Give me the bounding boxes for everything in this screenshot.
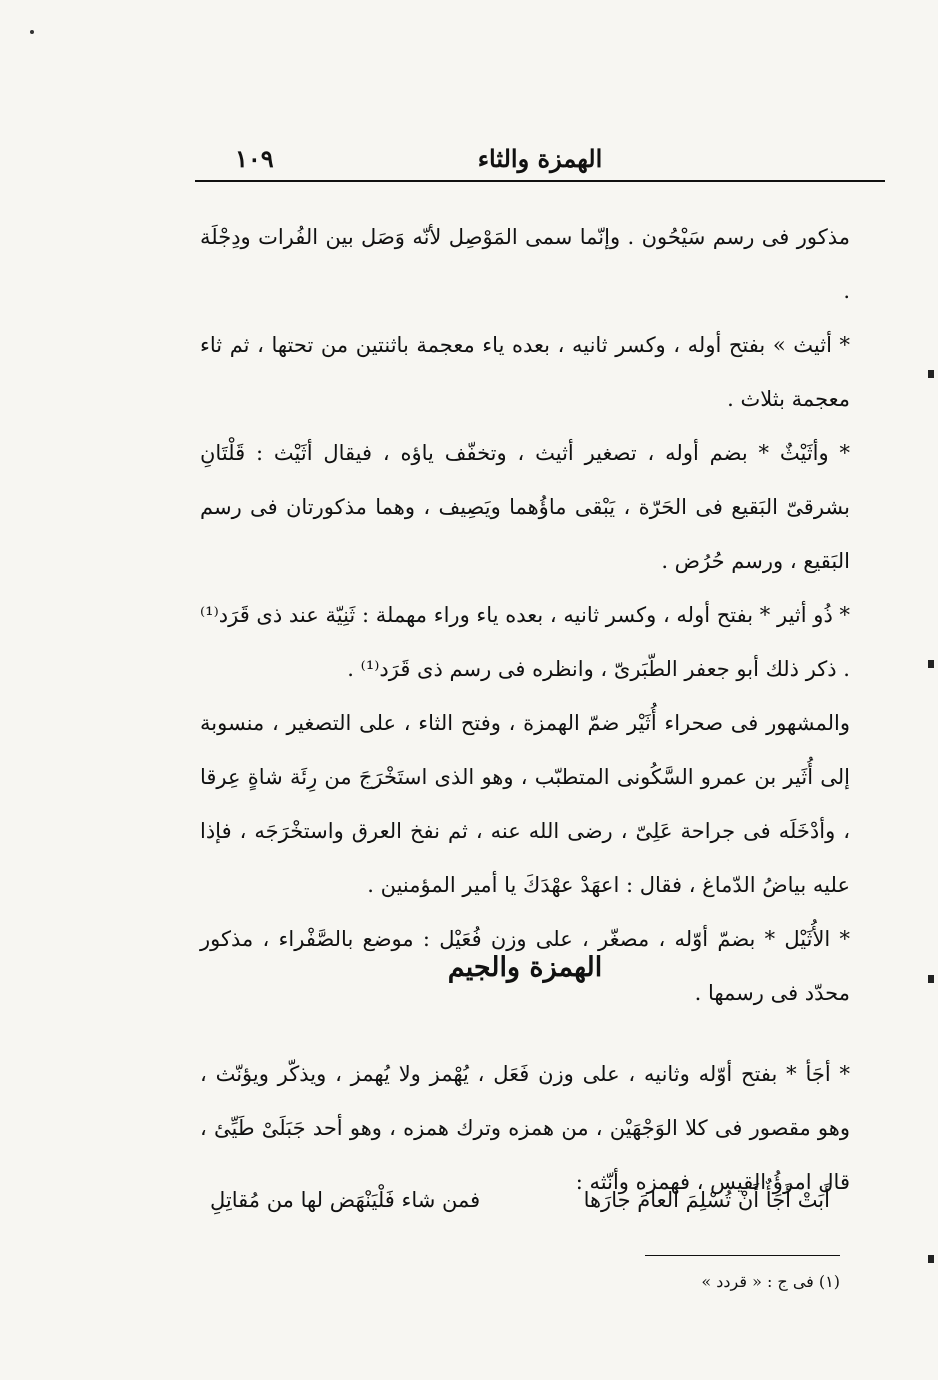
margin-mark [928, 975, 934, 983]
section-heading: الهمزة والجيم [447, 952, 603, 983]
second-hemistich: فمن شاء فَلْيَنْهَض لها من مُقاتِلِ [210, 1188, 481, 1212]
footnote: (١) فى ج : « قردد » [701, 1272, 840, 1291]
first-hemistich: أَبَتْ أَجَأٌ أَنْ تُسْلِمَ العامَ جارَها [583, 1188, 830, 1212]
page-number: ١٠٩ [235, 144, 274, 173]
scan-speck [30, 30, 34, 34]
header-rule [195, 180, 885, 182]
margin-mark [928, 660, 934, 668]
paragraph: * ذُو أثير * بفتح أوله ، وكسر ثانيه ، بعده ياء وراء مهملة : ثَنِيّة عند ذى قَرَد⁽¹⁾ . ذكر ذلك أبو جعفر الطّبَرىّ ، وانظره فى رسم ذى قَرَد⁽¹⁾ . [200, 603, 850, 681]
main-text [200, 210, 850, 1020]
page-header [195, 138, 885, 180]
paragraph: * أجَأ * بفتح أوّله وثانيه ، على وزن فَعَل ، يُهْمز ولا يُهمز ، ويذكّر ويؤنّث ، وهو مقصور فى كلا الوَجْهَيْن ، من همزه وترك همزه ، وهو أحد جَبَلَىْ طَيِّئ ، قال امرؤُ القيس ، فهمزه وأنّثه : [200, 1062, 850, 1194]
paragraph: * الأُثَيْل * بضمّ أوّله ، مصغّر ، على وزن فُعَيْل : موضع بالصَّفْراء ، مذكور محدّد فى رسمها . [200, 927, 850, 1005]
poem-verse [210, 1188, 830, 1228]
margin-mark [928, 370, 934, 378]
running-title: الهمزة والثاء [477, 144, 603, 173]
footnote-rule [645, 1255, 840, 1256]
paragraph: والمشهور فى صحراء أُثَيْر ضمّ الهمزة ، وفتح الثاء ، على التصغير ، منسوبة إلى أُثَير بن عمرو السَّكُونى المتطبّب ، وهو الذى استَخْرَجَ من رِئَة شاةٍ عِرقا ، وأدْخَلَه فى جراحة عَلِىّ ، رضى الله عنه ، ثم نفخ العرق واستخْرَجَه ، فإذا عليه بياضُ الدّماغ ، فقال : اعهَدْ عهْدَكَ يا أمير المؤمنين . [200, 711, 850, 897]
paragraph: * أثيث » بفتح أوله ، وكسر ثانيه ، بعده ياء معجمة باثنتين من تحتها ، ثم ثاء معجمة بثلاث . [200, 333, 850, 411]
paragraph: * وأثَيْثٌ * بضم أوله ، تصغير أثيث ، وتخفّف ياؤه ، فيقال أثَيْث : قَلْتَانِ بشرقىّ البَقيع فى الحَرّة ، يَبْقى ماؤُهما ويَصِيف ، وهما مذكورتان فى رسم البَقيع ، ورسم حُرُض . [200, 441, 850, 573]
margin-mark [928, 1255, 934, 1263]
paragraph: مذكور فى رسم سَيْحُون . وإنّما سمى المَوْصِل لأنّه وَصَل بين الفُرات ودِجْلَة . [200, 225, 850, 303]
